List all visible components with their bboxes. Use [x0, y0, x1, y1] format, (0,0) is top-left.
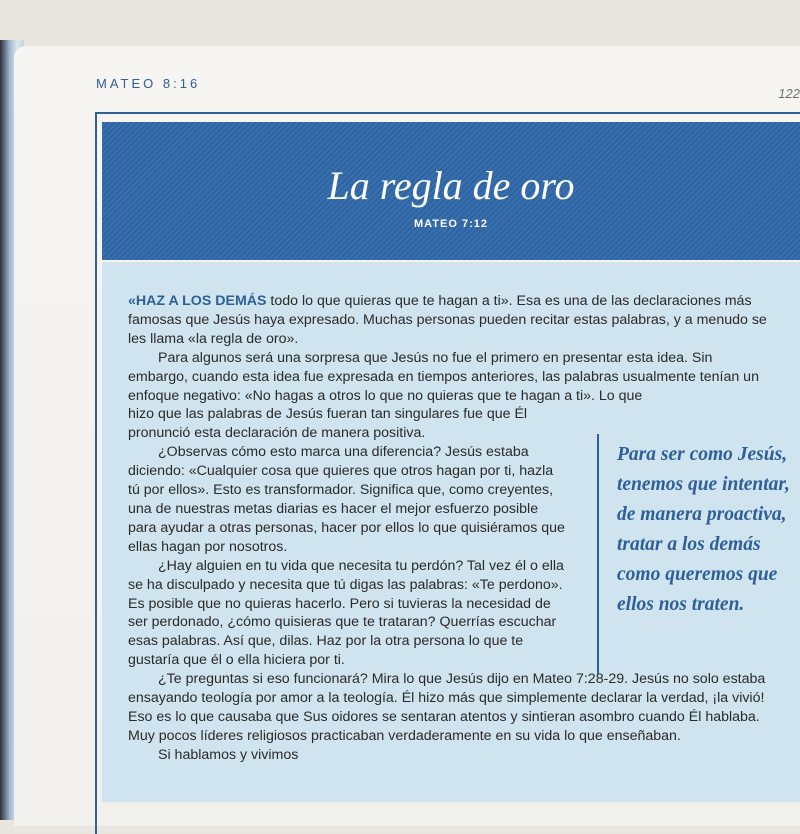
- paragraph-4: ¿Hay alguien en tu vida que necesita tu perdón? Tal vez él o ella se ha disculpado y necesita que tú digas las palabras: «Te perdono». Es posible que no quieras hacerlo. Pero si tuvieras la necesidad de ser perdonado, ¿cómo quisieras que te trataran? Querrías escuchar esas palabras. Así que, dilas. Haz por la otra persona lo que te gustaría que él o ella hiciera por ti.: [128, 557, 564, 669]
- paragraph-2a: Para algunos será una sorpresa que Jesús no fue el primero en presentar esta idea. Sin embargo, cuando esta idea fue expresada en tiempos anteriores, las palabras usualmente tenían un enfoque negativo: «No hagas a otros lo que no quieras que te hagan a ti». Lo que: [128, 349, 759, 404]
- paragraph-1: [128, 292, 768, 349]
- scripture-reference: MATEO 7:12: [414, 218, 488, 230]
- article-banner: [102, 122, 800, 260]
- article-title: La regla de oro: [327, 163, 575, 208]
- paragraph-2b: hizo que las palabras de Jesús fueran tan singulares fue que Él pronunció esta declaración de manera positiva.: [128, 406, 528, 442]
- pull-quote-text: Para ser como Jesús, tenemos que intentar, de manera proactiva, tratar a los demás como queremos que ellos nos traten.: [617, 444, 790, 615]
- page-number: 122: [778, 86, 800, 101]
- paragraph-3: ¿Observas cómo esto marca una diferencia? Jesús estaba diciendo: «Cualquier cosa que quieres que otros hagan por ti, hazla tú por ellos». Esto es transformador. Significa que, como creyentes, una de nuestras metas diarias es hacer el mejor esfuerzo posible para ayudar a otras personas, hacer por ellos lo que quisiéramos que ellas hagan por nosotros.: [128, 444, 565, 555]
- lead-in: «HAZ A LOS DEMÁS: [128, 293, 267, 309]
- paragraph-6: Si hablamos y vivimos: [158, 746, 299, 763]
- pull-quote: [597, 434, 795, 674]
- running-head: MATEO 8:16: [96, 76, 201, 91]
- paragraph-1-text: todo lo que quieras que te hagan a ti». Esa es una de las declaraciones más famosas que Jesús haya expresado. Muchas personas pueden recitar estas palabras, y a menudo se les llama «la regla de oro».: [128, 293, 767, 347]
- paragraph-5: ¿Te preguntas si eso funcionará? Mira lo que Jesús dijo en Mateo 7:28-29. Jesús no solo estaba ensayando teología por amor a la teología. Él hizo más que simplemente declarar la verdad, ¡la vivió! Eso es lo que causaba que Sus oidores se sentaran atentos y sintieran asombro cuando Él hablaba. Muy pocos líderes religiosos practicaban verdaderamente en su vida lo que enseñaban.: [128, 671, 766, 744]
